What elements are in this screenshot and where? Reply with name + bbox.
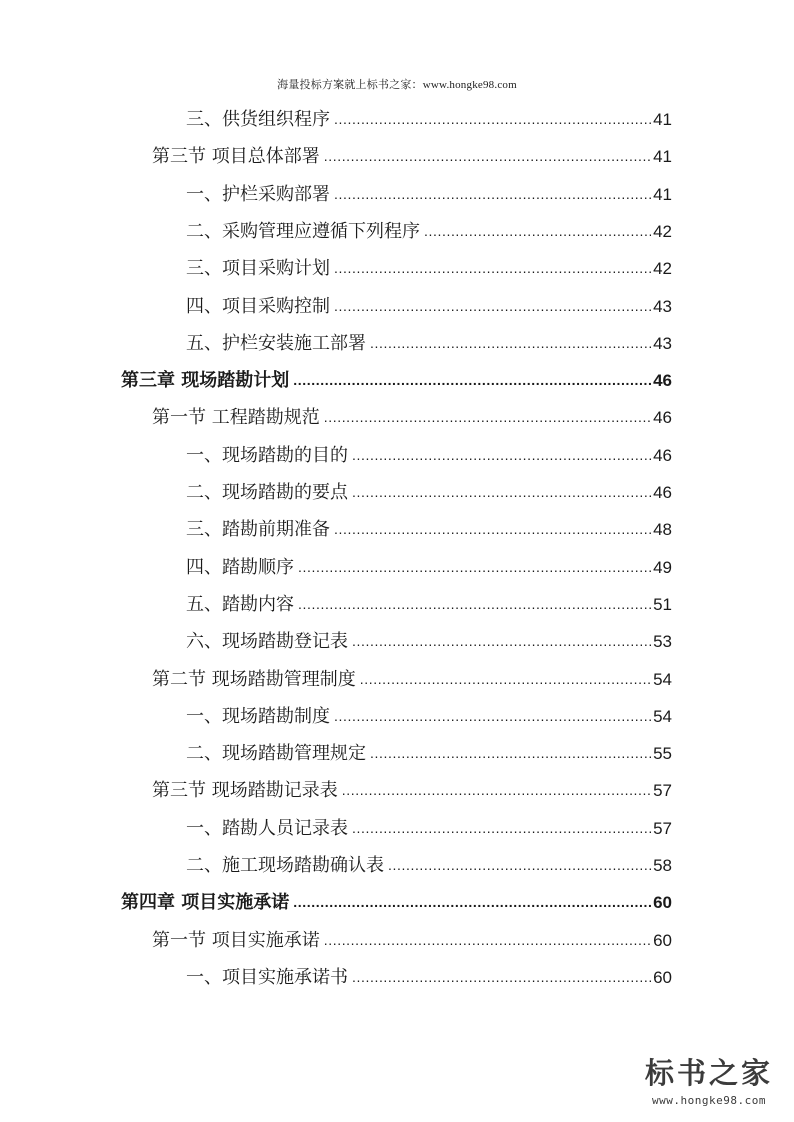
toc-entry-title: 一、踏勘人员记录表 — [186, 817, 348, 839]
toc-entry-title: 二、现场踏勘管理规定 — [186, 743, 366, 765]
toc-leader-dots — [293, 888, 651, 916]
toc-entry-title: 四、项目采购控制 — [186, 295, 330, 317]
toc-entry[interactable] — [152, 404, 672, 432]
toc-leader-dots — [298, 553, 651, 581]
toc-entry-title: 三、项目采购计划 — [186, 258, 330, 280]
toc-entry-title: 第三章 现场踏勘计划 — [121, 370, 290, 392]
toc-entry-page: 48 — [653, 520, 672, 540]
toc-leader-dots — [334, 105, 651, 133]
toc-entry[interactable] — [186, 964, 672, 992]
toc-entry-page: 46 — [653, 483, 672, 502]
toc-leader-dots — [342, 776, 651, 804]
toc-leader-dots — [388, 851, 651, 879]
toc-entry-title: 一、现场踏勘的目的 — [186, 444, 348, 466]
toc-leader-dots — [334, 515, 651, 543]
toc-entry[interactable] — [186, 255, 672, 283]
toc-entry-title: 三、供货组织程序 — [186, 109, 330, 130]
toc-entry[interactable] — [186, 591, 672, 619]
site-logo — [634, 1056, 784, 1108]
toc-entry-title: 第四章 项目实施承诺 — [121, 892, 290, 914]
toc-entry-title: 第三节 项目总体部署 — [152, 146, 320, 168]
toc-entry[interactable] — [186, 442, 672, 470]
toc-entry-page: 49 — [653, 557, 672, 577]
toc-entry-page: 41 — [653, 184, 672, 204]
toc-entry-page: 46 — [653, 371, 672, 391]
toc-entry-page: 46 — [653, 445, 672, 465]
toc-entry-page: 41 — [653, 147, 672, 167]
toc-entry[interactable] — [186, 516, 672, 544]
toc-leader-dots — [424, 217, 651, 245]
toc-entry-page: 55 — [653, 744, 672, 764]
logo-url: www.hongke98.com — [652, 1094, 766, 1107]
toc-entry-title: 二、施工现场踏勘确认表 — [186, 855, 384, 876]
toc-entry-page: 42 — [653, 259, 672, 279]
toc-leader-dots — [293, 366, 651, 394]
toc-entry-title: 二、现场踏勘的要点 — [186, 482, 348, 503]
toc-entry-title: 一、护栏采购部署 — [186, 183, 330, 205]
toc-entry[interactable] — [186, 852, 672, 880]
toc-leader-dots — [360, 665, 651, 693]
toc-entry-page: 41 — [653, 110, 672, 129]
logo-wordmark: 标书之家 — [644, 1056, 773, 1090]
toc-leader-dots — [352, 963, 651, 991]
toc-entry[interactable] — [186, 330, 672, 358]
toc-entry[interactable] — [152, 143, 672, 171]
toc-entry-title: 一、项目实施承诺书 — [186, 966, 348, 988]
toc-leader-dots — [352, 814, 651, 842]
toc-entry-page: 57 — [653, 818, 672, 838]
toc-leader-dots — [334, 702, 651, 730]
toc-entry-title: 第一节 项目实施承诺 — [152, 929, 320, 951]
toc-entry[interactable] — [186, 628, 672, 656]
toc-entry-title: 六、现场踏勘登记表 — [186, 631, 348, 653]
toc-entry-page: 54 — [653, 669, 672, 689]
toc-entry[interactable] — [152, 666, 672, 694]
toc-entry-page: 51 — [653, 594, 672, 614]
toc-entry[interactable] — [152, 927, 672, 955]
toc-entry[interactable] — [186, 293, 672, 321]
toc-entry[interactable] — [121, 367, 672, 395]
toc-entry-page: 53 — [653, 632, 672, 652]
toc-entry[interactable] — [186, 703, 672, 731]
toc-leader-dots — [324, 403, 651, 431]
toc-leader-dots — [352, 627, 651, 655]
toc-entry-title: 第三节 现场踏勘记录表 — [152, 780, 338, 802]
toc-leader-dots — [334, 254, 651, 282]
toc-entry-page: 54 — [653, 706, 672, 726]
toc-entry-title: 四、踏勘顺序 — [186, 556, 294, 578]
toc-entry-page: 46 — [653, 408, 672, 428]
toc-entry-page: 57 — [653, 781, 672, 801]
toc-entry-page: 60 — [653, 930, 672, 950]
toc-entry-title: 第一节 工程踏勘规范 — [152, 407, 320, 429]
toc-leader-dots — [352, 441, 651, 469]
toc-leader-dots — [370, 739, 651, 767]
toc-leader-dots — [324, 926, 651, 954]
toc-entry-page: 42 — [653, 221, 672, 241]
toc-entry-page: 43 — [653, 333, 672, 353]
toc-entry[interactable] — [152, 777, 672, 805]
toc-entry-title: 一、现场踏勘制度 — [186, 705, 330, 727]
toc-leader-dots — [298, 590, 651, 618]
toc-entry-title: 三、踏勘前期准备 — [186, 519, 330, 541]
toc-entry[interactable] — [186, 554, 672, 582]
toc-entry[interactable] — [186, 106, 672, 134]
toc-leader-dots — [334, 180, 651, 208]
toc-entry[interactable] — [186, 181, 672, 209]
toc-entry-title: 五、踏勘内容 — [186, 593, 294, 615]
toc-entry-title: 二、采购管理应遵循下列程序 — [186, 220, 420, 242]
toc-leader-dots — [334, 292, 651, 320]
toc-entry-title: 五、护栏安装施工部署 — [186, 332, 366, 354]
toc-entry-page: 58 — [653, 856, 672, 875]
toc-entry-page: 43 — [653, 296, 672, 316]
toc-entry-page: 60 — [653, 893, 672, 913]
toc-entry[interactable] — [186, 218, 672, 246]
toc-entry[interactable] — [186, 740, 672, 768]
page-header: 海量投标方案就上标书之家：www.hongke98.com — [277, 79, 517, 91]
toc-entry[interactable] — [121, 889, 672, 917]
toc-leader-dots — [370, 329, 651, 357]
toc-entry-title: 第二节 现场踏勘管理制度 — [152, 668, 356, 690]
toc-entry-page: 60 — [653, 967, 672, 987]
toc-entry[interactable] — [186, 815, 672, 843]
toc-entry[interactable] — [186, 479, 672, 507]
toc-leader-dots — [352, 478, 651, 506]
toc-leader-dots — [324, 142, 651, 170]
